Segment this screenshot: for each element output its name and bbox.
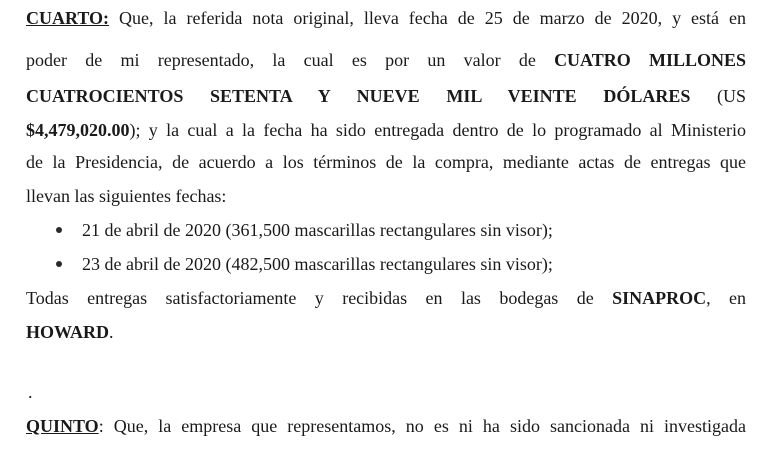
cuarto-line-8-text: .: [109, 322, 114, 342]
bullet-item-1: [56, 214, 553, 246]
howard-text: HOWARD: [26, 322, 110, 342]
bullet-dot-icon: [56, 261, 62, 267]
cuarto-line-1-text: Que, la referida nota original, lleva fecha de 25 de marzo de 2020, y está en: [109, 8, 746, 28]
cuarto-heading: CUARTO:: [26, 8, 110, 28]
bullet-item-2: [56, 248, 553, 280]
cuarto-line-7: [26, 282, 746, 314]
bullet-dot-icon: [56, 227, 62, 233]
stray-mark: .: [28, 382, 33, 402]
cuarto-line-3-text: (US: [690, 86, 746, 106]
cuarto-line-6: [26, 180, 746, 212]
quinto-line-2-partial: [26, 448, 746, 454]
cuarto-line-2-text: poder de mi representado, la cual es por un valor de: [26, 50, 555, 70]
quinto-line-1: [26, 410, 746, 442]
cuarto-line-2: [26, 44, 746, 76]
bullet-item-2-text: 23 de abril de 2020 (482,500 mascarillas rectangulares sin visor);: [82, 254, 553, 274]
cuarto-line-7-text: Todas entregas satisfactoriamente y recibidas en las bodegas de: [26, 288, 613, 308]
cuarto-line-7-tail: , en: [706, 288, 746, 308]
cuarto-line-5: [26, 146, 746, 178]
cuarto-line-1: [26, 2, 746, 34]
bullet-item-1-text: 21 de abril de 2020 (361,500 mascarillas rectangulares sin visor);: [82, 220, 553, 240]
quinto-line-1-text: : Que, la empresa que representamos, no es ni ha sido sancionada ni investigada: [98, 416, 746, 436]
quinto-heading: QUINTO: [26, 416, 99, 436]
cuarto-line-4-text: ); y la cual a la fecha ha sido entregada dentro de lo programado al Ministerio: [129, 120, 746, 140]
cuarto-line-3: [26, 80, 746, 112]
quinto-line-2-cut: [26, 448, 746, 454]
amount-words-part-2: CUATROCIENTOS SETENTA Y NUEVE MIL VEINTE DÓLARES: [26, 86, 691, 106]
cuarto-line-4: [26, 114, 746, 146]
sinaproc-text: SINAPROC: [612, 288, 707, 308]
amount-words-part-1: CUATRO MILLONES: [554, 50, 746, 70]
amount-figure: $4,479,020.00: [26, 120, 130, 140]
cuarto-line-8: [26, 316, 746, 348]
cuarto-line-6-text: llevan las siguientes fechas:: [26, 186, 227, 206]
cuarto-line-5-text: de la Presidencia, de acuerdo a los términos de la compra, mediante actas de entregas que: [26, 152, 746, 172]
